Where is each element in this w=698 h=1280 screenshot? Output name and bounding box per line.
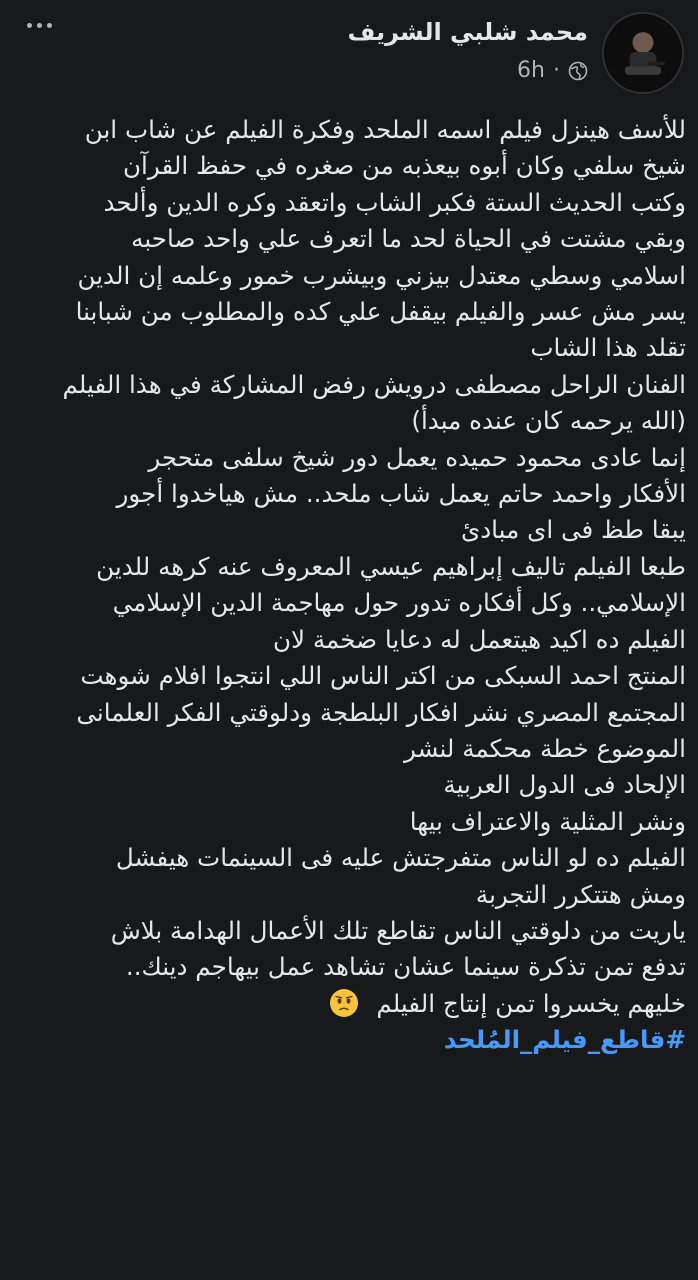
post-line: الفنان الراحل مصطفى درويش رفض المشاركة في هذا الفيلم — [62, 369, 686, 399]
post-body — [10, 112, 686, 1059]
post-line: يسر مش عسر والفيلم بيقفل علي كده والمطلوب من شبابنا — [75, 297, 686, 327]
author-name[interactable]: محمد شلبي الشريف — [347, 18, 588, 46]
post-line: ومش هتتكرر التجربة — [475, 879, 686, 909]
post-line: (الله يرحمه كان عنده مبدأ) — [411, 406, 686, 436]
post-line: الأفكار واحمد حاتم يعمل شاب ملحد.. مش هياخدوا أجور — [116, 479, 686, 509]
post-line: إنما عادى محمود حميده يعمل دور شيخ سلفى متحجر — [148, 442, 686, 472]
post-line: اسلامي وسطي معتدل بيزني وبيشرب خمور وعلمه إن الدين — [77, 260, 686, 290]
more-options-button[interactable] — [18, 10, 60, 40]
post-line: للأسف هينزل فيلم اسمه الملحد وفكرة الفيلم عن شاب ابن — [84, 115, 686, 144]
post-header — [348, 12, 684, 94]
worried-face-emoji-icon — [329, 988, 359, 1018]
post-line: يبقا طظ فى اى مبادئ — [460, 515, 686, 545]
avatar[interactable] — [602, 12, 684, 94]
timestamp-row — [517, 58, 588, 83]
post-line: الإلحاد فى الدول العربية — [443, 770, 686, 800]
post-line: خليهم يخسروا تمن إنتاج الفيلم — [376, 988, 686, 1018]
post-line: الفيلم ده لو الناس متفرجتش عليه فى السينمات هيفشل — [115, 843, 686, 873]
post-line: تقلد هذا الشاب — [530, 333, 686, 363]
post-line-with-emoji — [10, 986, 686, 1022]
more-horizontal-icon — [27, 23, 32, 28]
hashtag-link[interactable]: #قاطع_فيلم_المُلحد — [443, 1025, 686, 1055]
post-line: تدفع تمن تذكرة سينما عشان تشاهد عمل بيهاجم دينك.. — [125, 952, 686, 982]
post-line: وبقي مشتت في الحياة لحد ما اتعرف علي واحد صاحبه — [131, 224, 686, 254]
post-line: وكتب الحديث الستة فكبر الشاب واتعقد وكره الدين وألحد — [103, 187, 686, 217]
post-line: الفيلم ده اكيد هيتعمل له دعايا ضخمة لان — [272, 624, 686, 654]
post-line: الإسلامي.. وكل أفكاره تدور حول مهاجمة الدين الإسلامي — [112, 588, 686, 618]
post-line: شيخ سلفي وكان أبوه بيعذبه من صغره في حفظ القرآن — [122, 151, 686, 181]
post-line: طبعا الفيلم تاليف إبراهيم عيسي المعروف عنه كرهه للدين — [96, 551, 686, 581]
globe-icon[interactable] — [568, 61, 588, 81]
post-line: الموضوع خطة محكمة لنشر — [404, 733, 686, 763]
post-line: ياريت من دلوقتي الناس تقاطع تلك الأعمال الهدامة بلاش — [110, 915, 686, 945]
post-line: ونشر المثلية والاعتراف بيها — [409, 806, 686, 836]
post-line: المجتمع المصري نشر افكار البلطجة ودلوقتي الفكر العلمانى — [76, 697, 686, 727]
avatar-image — [604, 14, 682, 92]
post-time[interactable]: 6h — [517, 58, 545, 83]
post-meta — [348, 12, 588, 83]
post-line: المنتج احمد السبكى من اكتر الناس اللي انتجوا افلام شوهت — [80, 661, 686, 691]
separator-dot: · — [553, 58, 560, 83]
